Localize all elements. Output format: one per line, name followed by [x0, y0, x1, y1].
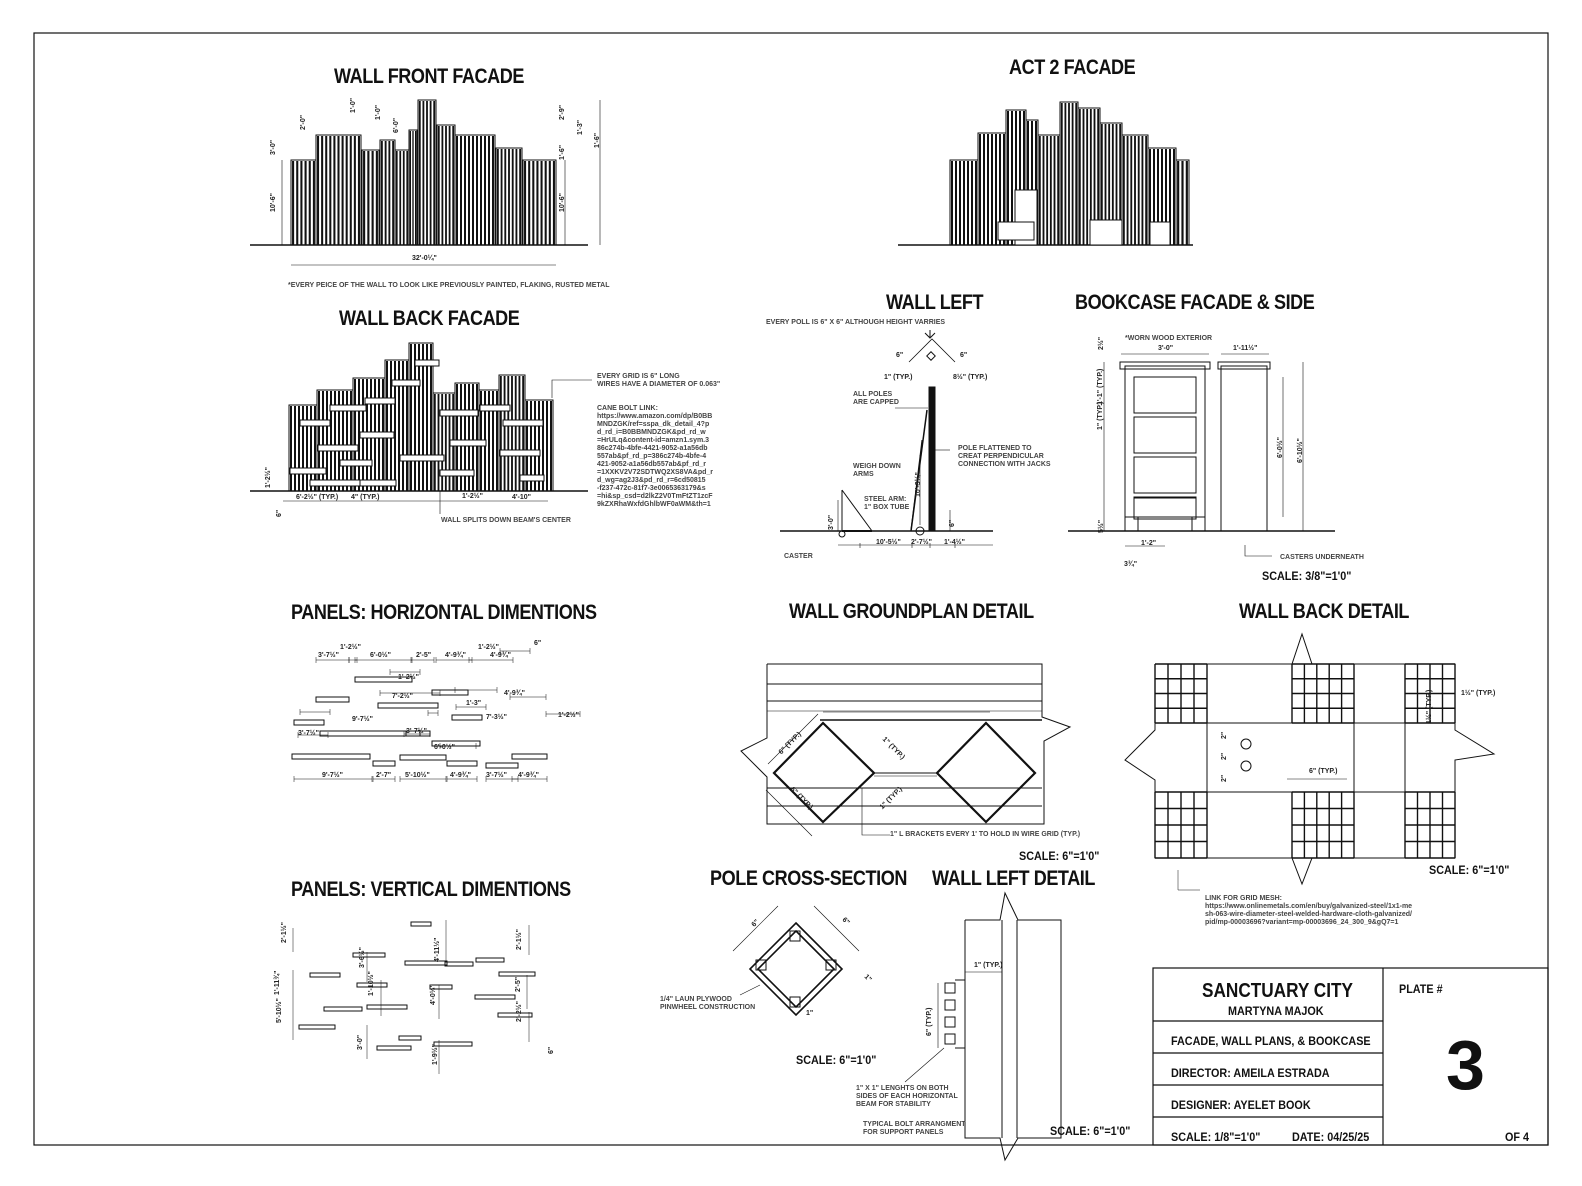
front-width-dim: 32'-0¼": [412, 255, 437, 262]
front-dim: 3'-0": [270, 139, 277, 155]
panel-v-dim: 2'-2½": [516, 1001, 523, 1022]
groundplan-scale: SCALE: 6"=1'0": [1019, 849, 1100, 863]
act2-facade-title: ACT 2 FACADE: [1009, 56, 1136, 79]
panel-h-dim: 3'-7½": [486, 772, 507, 779]
back-detail-dim: 2": [1221, 731, 1228, 739]
left-dim: 10'-5½": [876, 539, 901, 546]
back-dim: 4" (TYP.): [351, 494, 380, 501]
left-detail-dim: 6" (TYP.): [926, 1007, 933, 1036]
author: MARTYNA MAJOK: [1228, 1004, 1324, 1018]
front-dim: 1'-0": [350, 97, 357, 113]
front-dim: 6'-0": [393, 117, 400, 133]
designer: DESIGNER: AYELET BOOK: [1171, 1098, 1311, 1112]
panel-v-dim: 3'-0": [357, 1034, 364, 1050]
panel-h-dim: 1'-2½": [340, 644, 361, 651]
wall-split-note: WALL SPLITS DOWN BEAM'S CENTER: [441, 517, 571, 524]
casters-note: CASTERS UNDERNEATH: [1280, 554, 1364, 561]
laun-plywood-note: 1/4" LAUN PLYWOOD PINWHEEL CONSTRUCTION: [660, 996, 756, 1011]
sheet-scale: SCALE: 1/8"=1'0": [1171, 1130, 1261, 1144]
poll-size-note: EVERY POLL IS 6" X 6" ALTHOUGH HEIGHT VARRIES: [766, 319, 946, 326]
panel-v-dim: 2'-1½": [281, 922, 288, 943]
front-facade-note: *EVERY PEICE OF THE WALL TO LOOK LIKE PREVIOUSLY PAINTED, FLAKING, RUSTED METAL: [288, 282, 610, 289]
bookcase-scale: SCALE: 3/8"=1'0": [1262, 569, 1352, 583]
panels-vertical-title: PANELS: VERTICAL DIMENTIONS: [291, 878, 571, 901]
panel-h-dim: 6'-0½": [434, 744, 455, 751]
left-dim: 10'-3¼": [915, 472, 922, 497]
bookcase-dim: 2½": [1098, 336, 1105, 350]
bookcase-drawing: [1068, 354, 1335, 556]
back-detail-dim: 2": [1221, 752, 1228, 760]
front-dim: 10'-6": [270, 193, 277, 212]
panel-v-dim: 5'-10½": [276, 998, 283, 1023]
wall-left-detail-title: WALL LEFT DETAIL: [932, 867, 1095, 890]
wall-front-facade-title: WALL FRONT FACADE: [334, 65, 525, 88]
groundplan-detail-title: WALL GROUNDPLAN DETAIL: [789, 600, 1034, 623]
front-dim: 1'-6": [594, 132, 601, 148]
panel-h-dim: 9'-7½": [352, 716, 373, 723]
panel-v-dim: 4'-11½": [434, 937, 441, 962]
pole-scale: SCALE: 6"=1'0": [796, 1053, 877, 1067]
panel-h-dim: 6": [534, 640, 542, 647]
bookcase-dim: 6'-0½": [1277, 437, 1284, 458]
panel-h-dim: 2'-7": [376, 772, 392, 779]
stability-note: 1" X 1" LENGHTS ON BOTH SIDES OF EACH HORIZONTAL BEAM FOR STABILITY: [856, 1085, 958, 1108]
panel-h-dim: 4'-9¾": [504, 690, 525, 697]
wall-back-facade-title: WALL BACK FACADE: [339, 307, 520, 330]
back-dim: 1'-2½": [265, 467, 272, 488]
panel-h-dim: 7'-2½": [392, 693, 413, 700]
groundplan-detail-drawing: [741, 664, 1070, 836]
panel-h-dim: 5'-10½": [405, 772, 430, 779]
groundplan-dim: 1" (TYP.): [878, 785, 904, 812]
front-dim: 1'-3": [577, 119, 584, 135]
pole-cross-section-title: POLE CROSS-SECTION: [710, 867, 907, 890]
director: DIRECTOR: AMEILA ESTRADA: [1171, 1066, 1330, 1080]
back-detail-scale: SCALE: 6"=1'0": [1429, 863, 1510, 877]
brackets-note: 1" L BRACKETS EVERY 1' TO HOLD IN WIRE GRID (TYP.): [890, 831, 1081, 838]
panel-h-dim: 4'-9¾": [450, 772, 471, 779]
pole-dim: 6": [840, 916, 851, 927]
left-dim: 6": [960, 352, 968, 359]
bolt-arrangement-note: TYPICAL BOLT ARRANGMENT FOR SUPPORT PANELS: [863, 1121, 966, 1136]
sheet-count: OF 4: [1505, 1130, 1530, 1144]
panel-v-dim: 1'-10½": [368, 971, 375, 996]
panel-h-dim: 7'-3½": [486, 714, 507, 721]
panel-v-dim: 6": [548, 1046, 555, 1054]
front-dim: 1'-0": [375, 104, 382, 120]
pole-dim: 1": [806, 1010, 814, 1017]
panel-h-dim: 1'-2½": [398, 674, 419, 681]
panel-v-dim: 2'-1½": [516, 929, 523, 950]
sheet-description: FACADE, WALL PLANS, & BOOKCASE: [1171, 1034, 1371, 1048]
act2-facade-drawing: [898, 102, 1193, 245]
panel-h-dim: 3'-7½": [298, 730, 319, 737]
worn-wood-note: *WORN WOOD EXTERIOR: [1125, 335, 1213, 342]
left-dim: 6": [896, 352, 904, 359]
panels-horizontal-title: PANELS: HORIZONTAL DIMENTIONS: [291, 601, 597, 624]
bookcase-dim: 1'-1" (TYP.): [1097, 368, 1104, 405]
left-dim: 8½" (TYP.): [953, 374, 988, 381]
panels-horizontal-drawing: [292, 648, 580, 782]
grid-mesh-link-note: LINK FOR GRID MESH: https://www.onlinemetals.com/en/buy/galvanized-steel/1x1-me sh-063-wire-diameter-steel-welded-hardware-cloth-galvanized/ pid/mp-00003696?variant=mp-00003696_24_300_9&gQ7=1: [1205, 895, 1413, 926]
bookcase-dim: 1'-2": [1141, 540, 1157, 547]
left-detail-scale: SCALE: 6"=1'0": [1050, 1124, 1131, 1138]
panel-h-dim: 3'-7½": [318, 652, 339, 659]
left-detail-dim: 1" (TYP.): [974, 962, 1003, 969]
caster-note: CASTER: [784, 553, 813, 560]
front-dim: 10'-6": [559, 193, 566, 212]
panel-v-dim: 1'-11¾": [274, 970, 281, 995]
bookcase-dim: 3¾": [1124, 561, 1138, 568]
groundplan-dim: 6" (TYP.): [777, 730, 803, 757]
date: DATE: 04/25/25: [1292, 1130, 1370, 1144]
panel-h-dim: 6'-0½": [370, 652, 391, 659]
left-dim: 1'-4½": [944, 539, 965, 546]
bookcase-dim: 1'-11½": [1233, 345, 1258, 352]
bookcase-dim: 5½": [1098, 519, 1105, 533]
cane-bolt-link-note: CANE BOLT LINK: https://www.amazon.com/dp/B0BB MNDZGK/ref=sspa_dk_detail_4?p d_rd_i=B0BBMNDZGK&pd_rd_w =HrULq&content-id=amzn1.sym.3 86c274b-4bfe-4421-9052-a1a56db 557ab&pf_rd_p=386c274b-4bfe-4 421-9052-a1a56db557ab&pf_rd_r =1XXKV2V72SDTWQ2XS8VA&pd_r d_wg=ag2J3&pd_rd_r=6cd50815 -f237-472c-81f7-3e0065363179&s =hi&sp_csd=d2lkZ2V0TmFtZT1zcF 9kZXRhaWxfdGhlbWF0aWM&th=1: [597, 405, 713, 508]
wall-left-drawing: [780, 330, 993, 548]
wall-left-title: WALL LEFT: [886, 291, 984, 314]
panel-h-dim: 1'-2½": [558, 712, 579, 719]
wall-back-facade-drawing: [250, 343, 592, 514]
groundplan-dim: 6" (TYP.): [788, 785, 814, 812]
bookcase-dim: 3'-0": [1158, 345, 1174, 352]
left-dim: 1" (TYP.): [884, 374, 913, 381]
back-dim: 4'-10": [512, 494, 531, 501]
panel-v-dim: 1'-9½": [432, 1044, 439, 1065]
panels-vertical-drawing: [293, 920, 535, 1074]
back-dim: 1'-2½": [462, 493, 483, 500]
left-dim: 3'-0": [828, 514, 835, 530]
groundplan-dim: 1" (TYP.): [880, 735, 906, 762]
panel-h-dim: 9'-7½": [322, 772, 343, 779]
flattened-note: POLE FLATTENED TO CREAT PERPENDICULAR CONNECTION WITH JACKS: [958, 445, 1051, 468]
plate-label: PLATE #: [1399, 982, 1443, 996]
wall-back-detail-title: WALL BACK DETAIL: [1239, 600, 1410, 623]
capped-note: ALL POLES ARE CAPPED: [853, 391, 899, 406]
back-dim: 6": [276, 509, 283, 517]
steel-arm-note: STEEL ARM: 1" BOX TUBE: [864, 496, 910, 511]
back-detail-dim: 1½" (TYP.): [1461, 690, 1496, 697]
panel-h-dim: 4'-9¾": [445, 652, 466, 659]
panel-h-dim: 2'-5": [416, 652, 432, 659]
back-detail-dim: 6" (TYP.): [1309, 768, 1338, 775]
back-detail-dim: 2": [1221, 774, 1228, 782]
show-title: SANCTUARY CITY: [1202, 980, 1353, 1002]
panel-v-dim: 3'-6½": [359, 947, 366, 968]
grid-note: EVERY GRID IS 6" LONG WIRES HAVE A DIAMETER OF 0.063": [597, 373, 721, 388]
panel-h-dim: 1'-3": [466, 700, 482, 707]
pole-dim: 6": [750, 918, 761, 929]
bookcase-title: BOOKCASE FACADE & SIDE: [1075, 291, 1315, 314]
plate-number: 3: [1446, 1026, 1485, 1104]
panel-h-dim: 1'-2½": [478, 644, 499, 651]
left-dim: 2'-7½": [911, 539, 932, 546]
pole-dim: 1": [862, 973, 873, 984]
panel-v-dim: 2'-5": [515, 976, 522, 992]
front-dim: 1'-6": [559, 144, 566, 160]
back-detail-dim: 1½" (TYP.): [1426, 689, 1433, 724]
front-dim: 2'-9": [559, 104, 566, 120]
back-dim: 6'-2½" (TYP.): [296, 494, 339, 501]
panel-v-dim: 4'-0½": [430, 984, 437, 1005]
panel-h-dim: 4'-9¾": [490, 652, 511, 659]
panel-h-dim: 3'-7½": [406, 728, 427, 735]
front-dim: 2'-0": [300, 114, 307, 130]
left-dim: 6": [949, 519, 956, 527]
weigh-note: WEIGH DOWN ARMS: [853, 463, 901, 478]
bookcase-dim: 6'-10½": [1297, 438, 1304, 463]
panel-h-dim: 4'-9¾": [518, 772, 539, 779]
bookcase-dim: 1" (TYP.): [1097, 401, 1104, 430]
wall-back-detail-drawing: [1125, 634, 1494, 890]
